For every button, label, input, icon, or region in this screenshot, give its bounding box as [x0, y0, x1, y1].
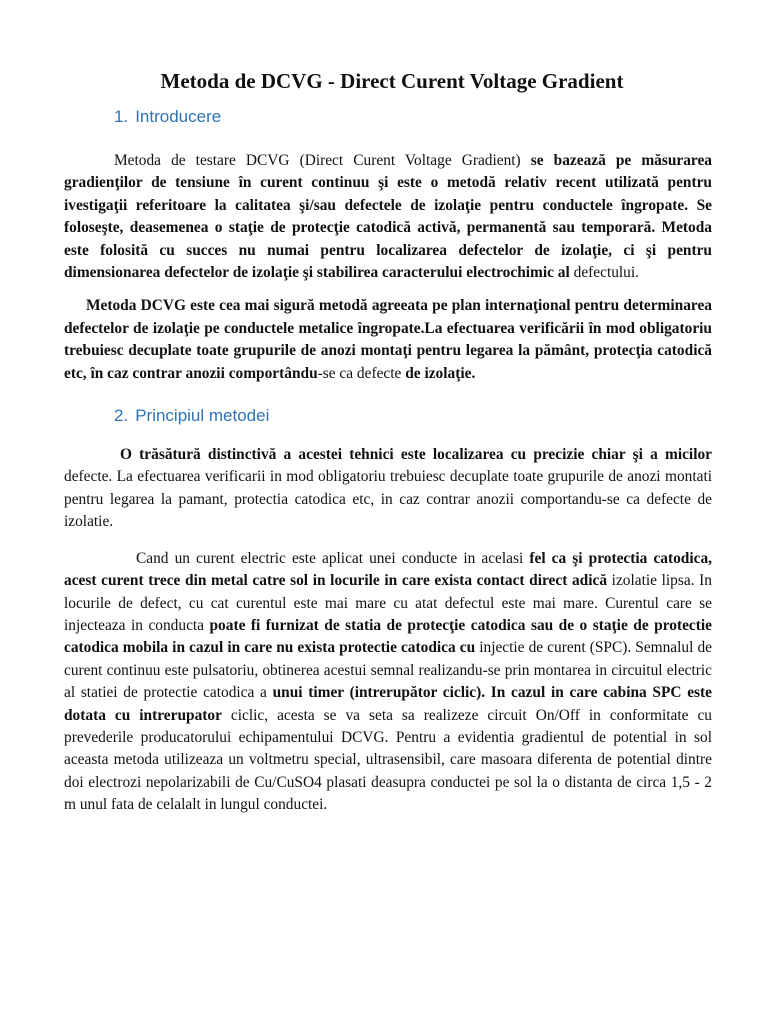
bold-text-run: O trăsătură distinctivă a acestei tehnici este localizarea cu precizie chiar şi a micilor — [120, 446, 712, 464]
paragraph — [64, 548, 712, 817]
paragraph — [64, 444, 712, 534]
text-run: -se ca defecte — [317, 364, 406, 382]
text-run: defectului. — [573, 264, 640, 282]
document-title: Metoda de DCVG - Direct Curent Voltage Gradient — [160, 69, 624, 93]
section-number: 1. — [114, 107, 129, 126]
bold-text-run: Metoda DCVG este cea mai sigură metodă agreeata pe plan internaţional pentru determinarea defectelor de izolaţie pe conductele metalice îngropate.La efectuarea verificării în mod obligatoriu trebuiesc decuplate toate grupurile de anozi montaţi pentru legarea la pământ, protecţia catodică etc, în caz contrar anozii comportându — [64, 297, 712, 382]
section-number: 2. — [114, 406, 129, 426]
section-title: Introducere — [135, 107, 222, 126]
text-run: defecte. La efectuarea verificarii in mod obligatoriu trebuiesc decuplate toate grupurile de anozi montati pentru legarea la pamant, protectia catodica etc, in caz contrar anozii comportandu-se ca defecte de izolatie. — [64, 468, 712, 531]
section-heading-principiul-metodei — [64, 405, 712, 427]
bold-text-run: fel ca şi protectia catodica, acest curent trece din metal catre sol in locurile in care exista contact direct adică — [64, 549, 712, 590]
section-heading-introducere — [64, 106, 712, 128]
text-run: Metoda de testare DCVG (Direct Curent Voltage Gradient) — [114, 152, 531, 169]
bold-text-run: unui timer (intrerupător ciclic). In cazul in care cabina SPC este dotata cu intrerupator — [64, 684, 712, 724]
text-run: injectie de curent (SPC). Semnalul de curent continuu este pulsatoriu, obtinerea acestui semnal realizandu-se prin montarea in circuitul electric al statiei de protectie catodica a — [64, 639, 712, 702]
bold-text-run: de izolaţie. — [405, 364, 476, 382]
bold-text-run: se bazează pe măsurarea gradienţilor de tensiune în curent continuu şi este o metodă relativ recent utilizată pentru ivestigaţii referitoare la calitatea şi/sau defectele de izolaţie pentru conductele îngropate. Se foloseşte, deasemenea o staţie de protecţie catodică activă, permanentă sau temporară. Metoda este folosită cu succes nu numai pentru localizarea defectelor de izolaţie, ci şi pentru dimensionarea defectelor de izolaţie şi stabilirea caracterului electrochimic al — [64, 152, 712, 282]
text-run: ciclic, acesta se va seta sa realizeze circuit On/Off in conformitate cu prevederile producatorului echipamentului DCVG. Pentru a evidentia gradientul de potential in sol aceasta metoda utilizeaza un voltmetru special, ultrasensibil, care masoara diferenta de potential dintre doi electrozi nepolarizabili de Cu/CuSO4 plasati deasupra conductei pe sol la o distanta de circa 1,5 - 2 m unul fata de celalalt in lungul conductei. — [64, 706, 712, 814]
text-run: izolatie lipsa. In locurile de defect, cu cat curentul este mai mare cu atat defectul este mai mare. Curentul care se injecteaza in conducta — [64, 572, 712, 634]
text-run: Cand un curent electric este aplicat unei conducte in acelasi — [136, 549, 530, 567]
section-title: Principiul metodei — [135, 406, 270, 426]
paragraph — [64, 150, 712, 284]
bold-text-run: poate fi furnizat de statia de protecţie catodica sau de o staţie de protectie catodica mobila in cazul in care nu exista protectie catodica cu — [64, 616, 712, 657]
paragraph — [64, 295, 712, 385]
